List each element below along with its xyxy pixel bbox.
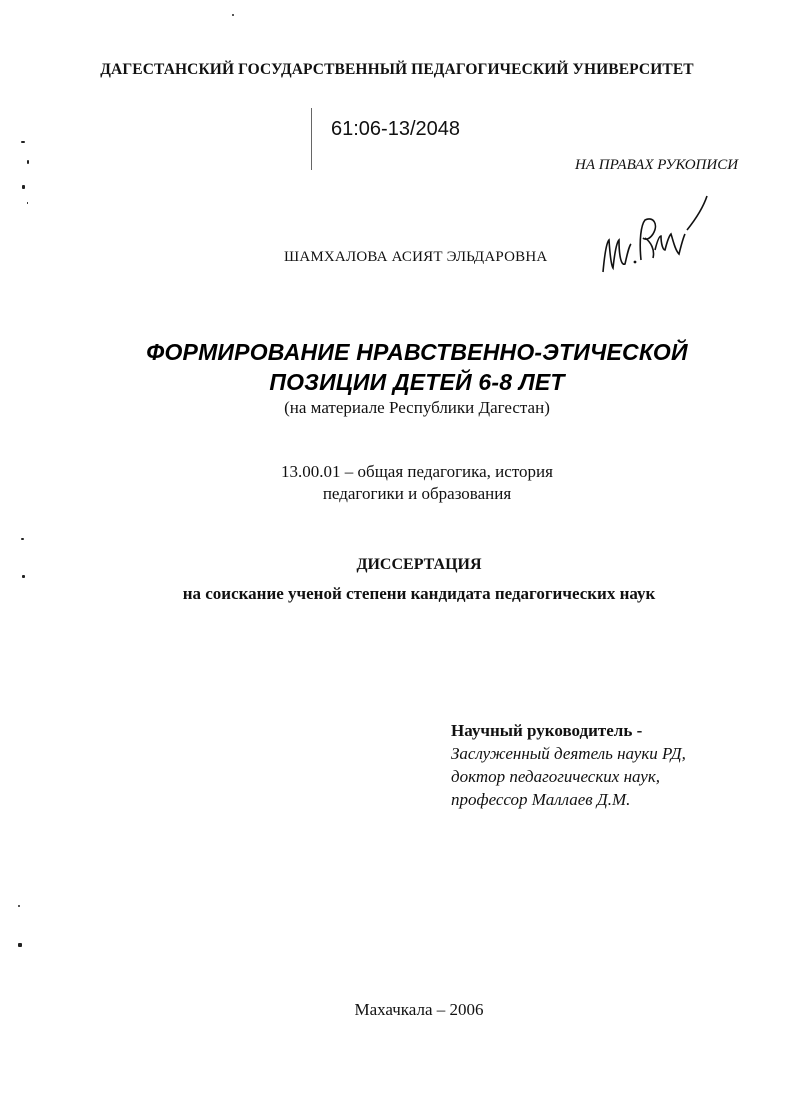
degree-statement: на соискание ученой степени кандидата педагогических наук	[182, 584, 656, 603]
work-type: ДИССЕРТАЦИЯ	[356, 556, 482, 573]
stamp-divider	[311, 108, 312, 170]
scan-artifact	[18, 943, 22, 947]
title-line-1: ФОРМИРОВАНИЕ НРАВСТВЕННО-ЭТИЧЕСКОЙ	[146, 339, 688, 365]
supervisor-heading: Научный руководитель -	[451, 721, 643, 740]
author-name: ШАМХАЛОВА АСИЯТ ЭЛЬДАРОВНА	[284, 249, 548, 265]
supervisor-title-1: Заслуженный деятель науки РД,	[451, 744, 686, 763]
supervisor-name: профессор Маллаев Д.М.	[451, 790, 631, 809]
supervisor-title-2: доктор педагогических наук,	[451, 767, 661, 786]
scan-artifact	[27, 160, 29, 164]
rights-notice: НА ПРАВАХ РУКОПИСИ	[575, 157, 739, 173]
scan-artifact	[21, 141, 25, 143]
specialty-line-2: педагогики и образования	[322, 484, 512, 503]
scan-artifact	[21, 538, 24, 540]
specialty-line-1: 13.00.01 – общая педагогика, история	[281, 462, 553, 481]
title-subtitle: (на материале Республики Дагестан)	[284, 398, 550, 417]
supervisor-block	[451, 719, 686, 811]
scan-artifact	[232, 14, 234, 16]
scan-artifact	[22, 575, 25, 578]
library-stamp: 61:06-13/2048	[331, 118, 461, 140]
title-line-2: ПОЗИЦИИ ДЕТЕЙ 6-8 ЛЕТ	[269, 369, 565, 395]
scan-artifact	[18, 905, 20, 907]
city-year: Махачкала – 2006	[354, 1000, 484, 1019]
scan-artifact	[22, 185, 25, 189]
university-name: ДАГЕСТАНСКИЙ ГОСУДАРСТВЕННЫЙ ПЕДАГОГИЧЕСКИЙ УНИВЕРСИТЕТ	[100, 61, 694, 78]
signature-icon	[595, 180, 715, 280]
scan-artifact	[27, 202, 28, 204]
